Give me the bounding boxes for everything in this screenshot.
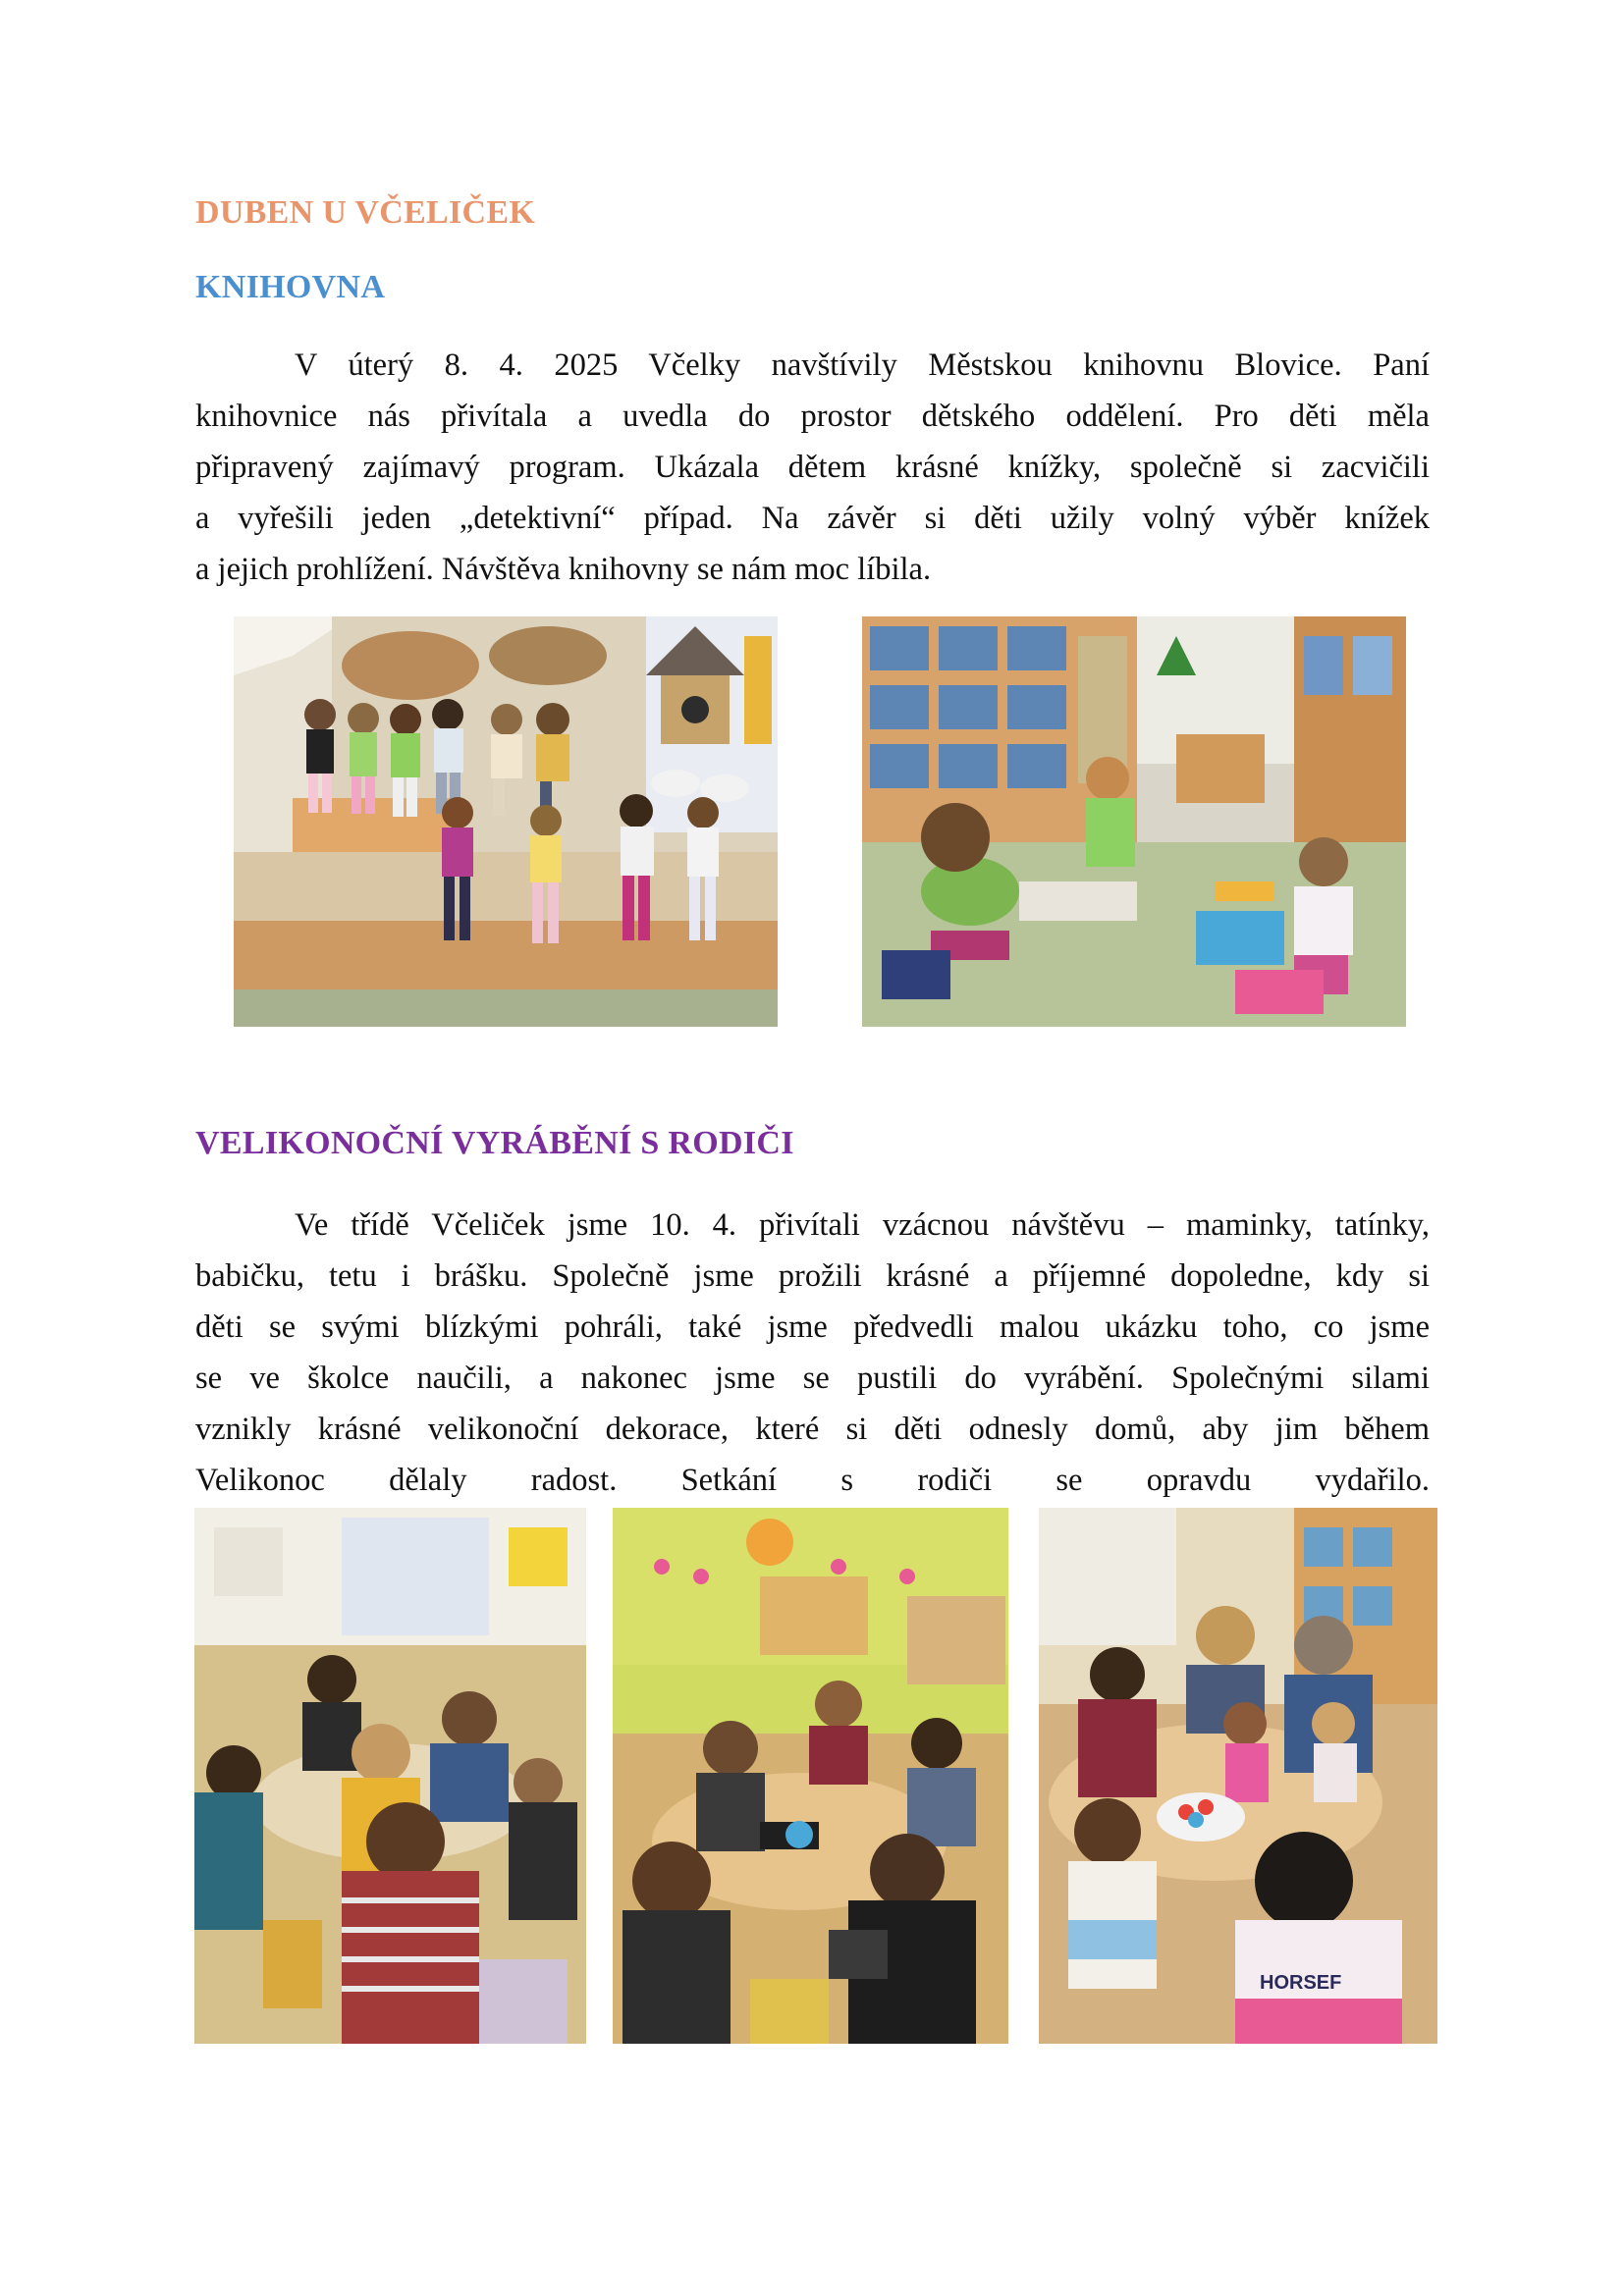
easter-line-4: se ve školce naučili, a nakonec jsme se pustili do vyrábění. Společnými silami (195, 1361, 1430, 1396)
easter-line-2: babičku, tetu i brášku. Společně jsme prožili krásné a příjemné dopoledne, kdy si (195, 1258, 1430, 1294)
easter-line-1: Ve třídě Včeliček jsme 10. 4. přivítali vzácnou návštěvu – maminky, tatínky, (295, 1207, 1430, 1243)
easter-heading: VELIKONOČNÍ VYRÁBĚNÍ S RODIČI (195, 1125, 794, 1161)
page-title: DUBEN U VČELIČEK (195, 194, 536, 231)
library-paragraph (195, 340, 1430, 595)
easter-line-5: vznikly krásné velikonoční dekorace, které si děti odnesly domů, aby jim během (195, 1412, 1430, 1447)
horsefeathers-shirt-logo: HORSEF (1260, 1972, 1342, 1994)
library-line-5: a jejich prohlížení. Návštěva knihovny se nám moc líbila. (195, 552, 932, 587)
children-reading-books-photo (862, 616, 1406, 1027)
parents-crafting-photo-3 (1039, 1508, 1437, 2044)
library-heading: KNIHOVNA (195, 269, 386, 305)
easter-line-6: Velikonoc dělaly radost. Setkání s rodiči se opravdu vydařilo. (195, 1463, 1430, 1498)
easter-line-3: děti se svými blízkými pohráli, také jsme předvedli malou ukázku toho, co jsme (195, 1309, 1430, 1345)
children-sitting-on-bench-photo (234, 616, 778, 1027)
easter-paragraph (195, 1200, 1430, 1506)
parents-crafting-photo-2 (613, 1508, 1008, 2044)
library-line-2: knihovnice nás přivítala a uvedla do prostor dětského oddělení. Pro děti měla (195, 399, 1430, 434)
library-line-1: V úterý 8. 4. 2025 Včelky navštívily Městskou knihovnu Blovice. Paní (295, 347, 1430, 383)
library-line-4: a vyřešili jeden „detektivní“ případ. Na závěr si děti užily volný výběr knížek (195, 501, 1430, 536)
parents-crafting-photo-1 (194, 1508, 586, 2044)
library-line-3: připravený zajímavý program. Ukázala dětem krásné knížky, společně si zacvičili (195, 450, 1430, 485)
